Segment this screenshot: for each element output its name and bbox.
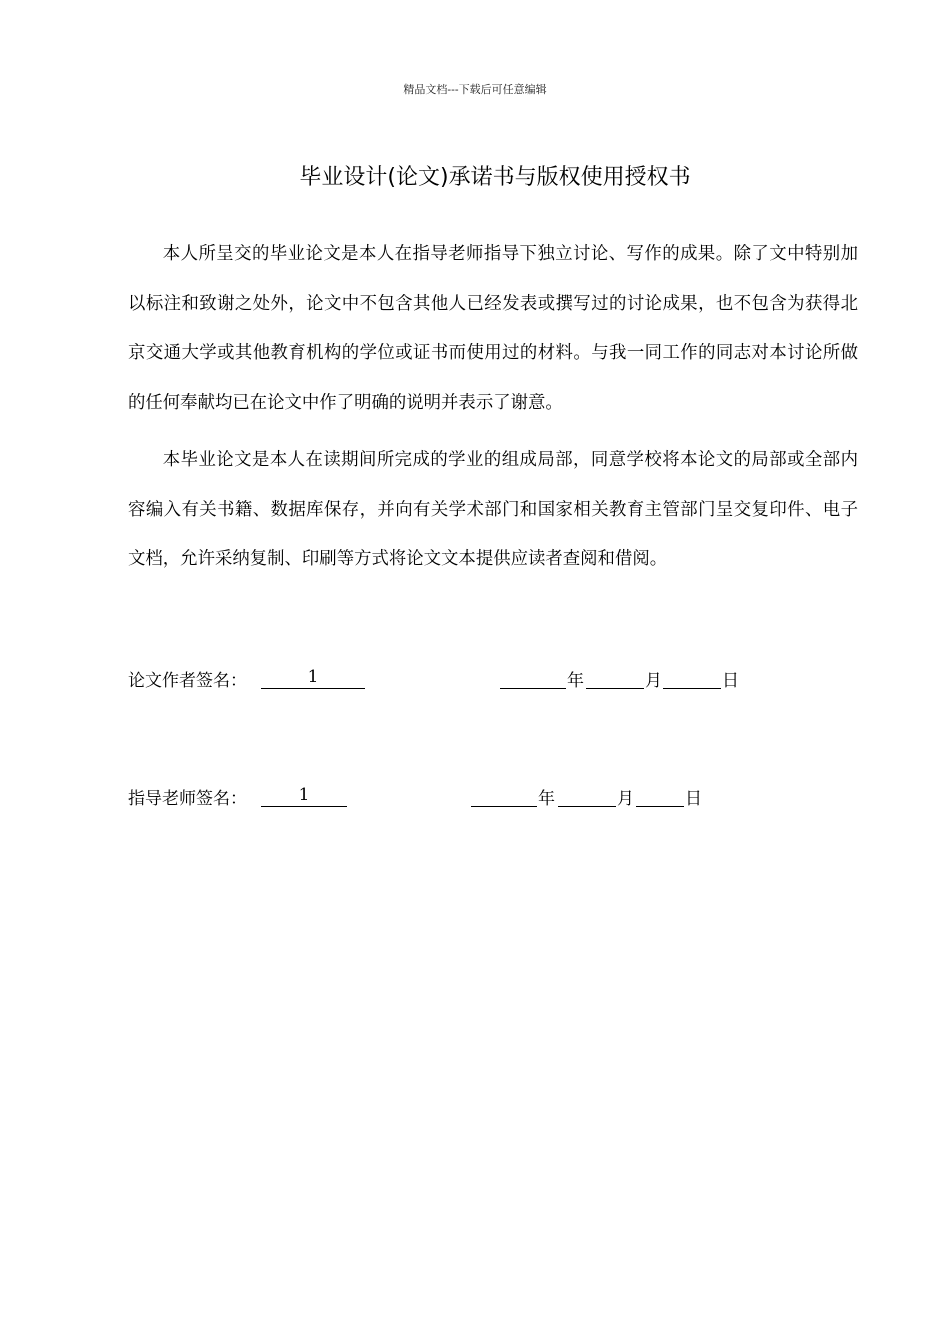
author-signature-label: 论文作者签名：	[128, 671, 247, 691]
author-day-unit: 日	[722, 671, 739, 691]
author-month-blank	[586, 666, 644, 689]
author-year-blank	[500, 666, 566, 689]
header-note: 精品文档---下载后可任意编辑	[403, 83, 547, 96]
author-year-unit: 年	[567, 671, 584, 691]
document-title: 毕业设计(论文)承诺书与版权使用授权书	[299, 165, 691, 190]
advisor-day-unit: 日	[685, 789, 702, 809]
author-signature-value: 1	[261, 666, 365, 689]
advisor-year-unit: 年	[538, 789, 555, 809]
advisor-year-blank	[471, 784, 537, 807]
advisor-signature-row	[128, 784, 828, 810]
author-day-blank	[663, 666, 721, 689]
commitment-paragraph: 本人所呈交的毕业论文是本人在指导老师指导下独立讨论、写作的成果。除了文中特别加以标注和致谢之处外，论文中不包含其他人已经发表或撰写过的讨论成果，也不包含为获得北京交通大学或其他教育机构的学位或证书而使用过的材料。与我一同工作的同志对本讨论所做的任何奉献均已在论文中作了明确的说明并表示了谢意。	[128, 244, 858, 413]
authorization-paragraph: 本毕业论文是本人在读期间所完成的学业的组成局部，同意学校将本论文的局部或全部内容编入有关书籍、数据库保存，并向有关学术部门和国家相关教育主管部门呈交复印件、电子文档，允许采纳复制、印刷等方式将论文文本提供应读者查阅和借阅。	[128, 450, 858, 569]
advisor-signature-value: 1	[261, 784, 347, 807]
advisor-signature-label: 指导老师签名：	[128, 789, 247, 809]
author-month-unit: 月	[645, 671, 662, 691]
advisor-month-unit: 月	[617, 789, 634, 809]
author-signature-row	[128, 666, 828, 692]
advisor-day-blank	[636, 784, 684, 807]
advisor-month-blank	[558, 784, 616, 807]
